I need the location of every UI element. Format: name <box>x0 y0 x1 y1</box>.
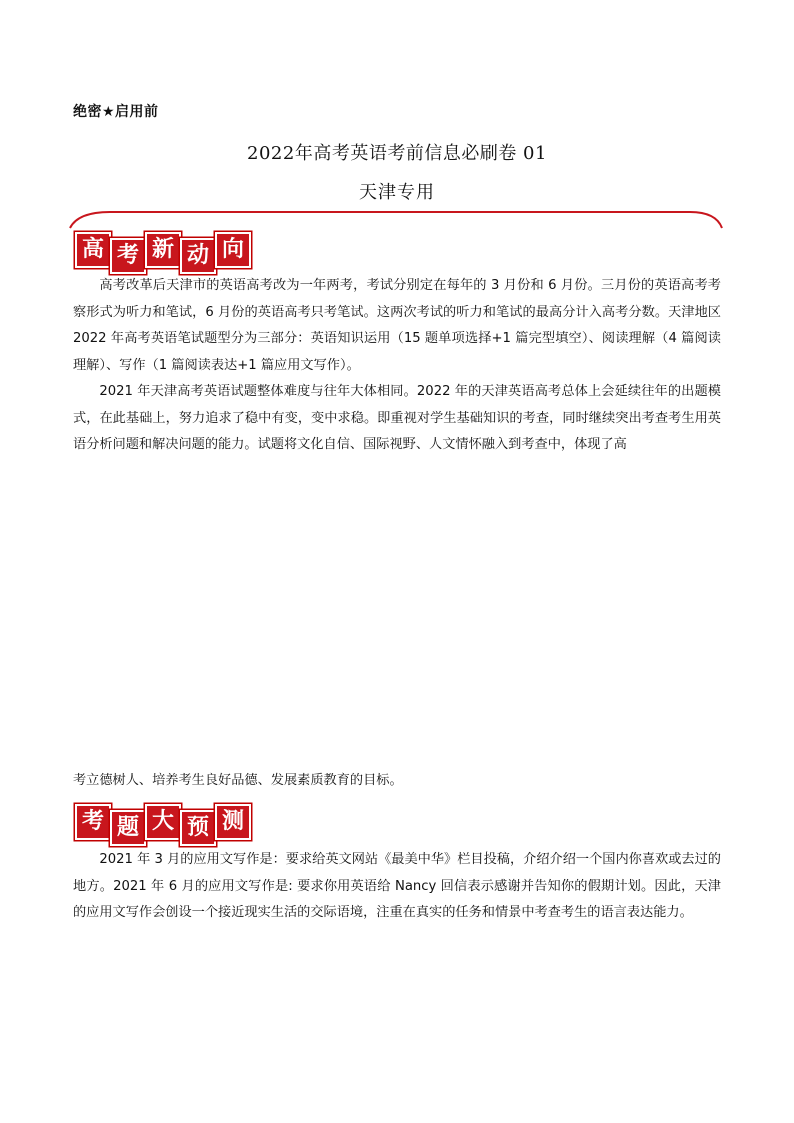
section1-continuation <box>73 768 721 795</box>
page-title: 2022年高考英语考前信息必刷卷 01 <box>247 143 547 164</box>
banner-char: 大 <box>145 804 181 840</box>
section-banner-forecast <box>75 804 245 844</box>
section-banner-trends <box>75 232 245 272</box>
paragraph: 高考改革后天津市的英语高考改为一年两考，考试分别定在每年的 3 月份和 6 月份。三月份的英语高考考察形式为听力和笔试，6 月份的英语高考只考笔试。这两次考试的听力和笔试的最高分计入高考分数。天津地区 2022 年高考英语笔试题型分为三部分：英语知识运用（15 题单项选择+1 篇完型填空）、阅读理解（4 篇阅读理解）、写作（1 篇阅读表达+1 篇应用文写作）。 <box>73 278 721 373</box>
banner-char: 考 <box>110 238 146 274</box>
paragraph: 2021 年天津高考英语试题整体难度与往年大体相同。2022 年的天津英语高考总体上会延续往年的出题模式，在此基础上，努力追求了稳中有变，变中求稳。即重视对学生基础知识的考查，同时继续突出考查考生用英语分析问题和解决问题的能力。试题将文化自信、国际视野、人文情怀融入到考查中，体现了高 <box>73 384 721 452</box>
banner-char: 向 <box>215 232 251 268</box>
decorative-header-arc <box>0 0 794 240</box>
section2-body <box>73 847 721 927</box>
section1-body <box>73 273 721 459</box>
banner-char: 动 <box>180 238 216 274</box>
banner-char: 预 <box>180 810 216 846</box>
banner-char: 题 <box>110 810 146 846</box>
confidential-label: 绝密★启用前 <box>73 104 159 120</box>
banner-char: 测 <box>215 804 251 840</box>
banner-char: 高 <box>75 232 111 268</box>
banner-char: 考 <box>75 804 111 840</box>
page-subtitle: 天津专用 <box>359 182 435 203</box>
paragraph-continuation: 考立德树人、培养考生良好品德、发展素质教育的目标。 <box>73 773 403 788</box>
banner-char: 新 <box>145 232 181 268</box>
paragraph: 2021 年 3 月的应用文写作是：要求给英文网站《最美中华》栏目投稿，介绍介绍一个国内你喜欢或去过的地方。2021 年 6 月的应用文写作是: 要求你用英语给 Nancy 回信表示感谢并告知你的假期计划。因此，天津的应用文写作会创设一个接近现实生活的交际语境，注重在真实的任务和情景中考查考生的语言表达能力。 <box>73 852 721 920</box>
